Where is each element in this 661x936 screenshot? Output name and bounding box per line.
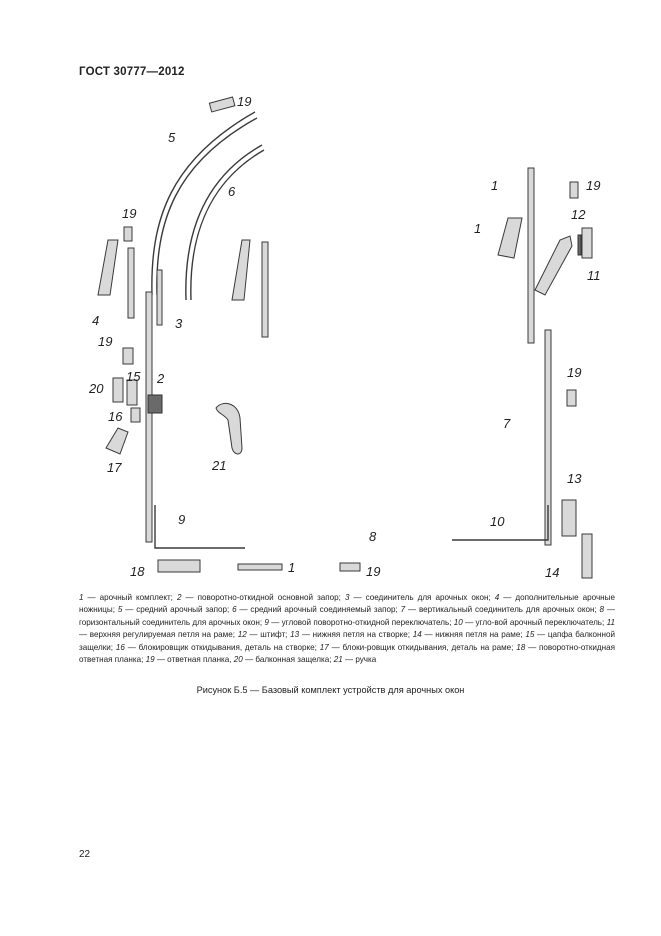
- part-17: [106, 428, 128, 454]
- part-21-handle: [216, 403, 242, 454]
- page-number: 22: [79, 849, 91, 860]
- legend-num: 10: [453, 617, 463, 627]
- legend-text: — блокировщик откидывания, деталь на створке;: [124, 642, 320, 652]
- label-4: 4: [92, 313, 100, 328]
- label-16: 16: [108, 409, 123, 424]
- legend-text: — блоки-ровщик откидывания, деталь на раме;: [328, 642, 517, 652]
- part-1-arch-kit: [498, 168, 572, 343]
- label-1-bottom: 1: [288, 560, 296, 575]
- label-2: 2: [157, 371, 165, 386]
- label-19-b: 19: [122, 206, 137, 221]
- part-12-pin: [578, 235, 581, 255]
- legend-text: — арочный комплект;: [83, 593, 177, 602]
- part-2-main-lock: [146, 292, 162, 542]
- label-9: 9: [178, 512, 186, 527]
- part-18: [158, 560, 200, 572]
- legend-num: 4: [494, 593, 500, 602]
- legend-text: — штифт;: [246, 630, 291, 640]
- label-1-left: 1: [474, 221, 482, 236]
- label-17: 17: [107, 460, 122, 475]
- legend-num: 17: [319, 642, 329, 652]
- legend-text: — цапфа балконной защелки;: [79, 630, 616, 652]
- label-18: 18: [130, 564, 145, 579]
- legend-num: 11: [606, 617, 615, 627]
- legend-text: — угловой поворотно-откидной переключатель;: [268, 617, 454, 627]
- part-3-connector: [157, 270, 162, 325]
- legend-num: 13: [290, 630, 300, 640]
- part-19-e: [340, 563, 360, 571]
- label-10: 10: [490, 514, 505, 529]
- label-19-top: 19: [237, 94, 252, 109]
- legend-num: 6: [232, 605, 237, 615]
- legend-text: — балконная защелка;: [242, 655, 334, 665]
- legend-num: 1: [79, 593, 84, 602]
- part-16: [131, 408, 140, 422]
- legend-text: — вертикальный соединитель для арочных окон;: [405, 605, 600, 615]
- part-19-b: [124, 227, 132, 241]
- label-19-c: 19: [98, 334, 113, 349]
- legend-text: — средний арочный соединяемый запор;: [236, 605, 401, 615]
- legend-text: — ручка: [342, 655, 377, 665]
- document-header: ГОСТ 30777—2012: [79, 66, 185, 78]
- legend-text: — верхняя регулируемая петля на раме;: [79, 630, 238, 640]
- legend-num: 21: [333, 655, 343, 665]
- label-3: 3: [175, 316, 183, 331]
- part-19-top: [209, 97, 235, 112]
- label-15: 15: [126, 369, 141, 384]
- legend-text: — нижняя петля на раме;: [421, 630, 526, 640]
- label-19-d: 19: [567, 365, 582, 380]
- legend-text: — горизонтальный соединитель для арочных окон;: [79, 605, 616, 627]
- label-7: 7: [503, 416, 511, 431]
- label-1-right: 1: [491, 178, 499, 193]
- legend-num: 9: [264, 617, 269, 627]
- label-20: 20: [89, 381, 104, 396]
- label-13: 13: [567, 471, 582, 486]
- legend-num: 16: [115, 642, 125, 652]
- part-19-r: [570, 182, 578, 198]
- legend-text: — средний арочный запор;: [122, 605, 233, 615]
- part-1-bottom: [238, 564, 282, 570]
- label-19-right: 19: [586, 178, 601, 193]
- legend-text: — ответная планка,: [154, 655, 234, 665]
- legend-num: 3: [344, 593, 350, 602]
- label-21: 21: [212, 458, 227, 473]
- legend-text: — поворотно-откидная ответная планка;: [79, 642, 615, 665]
- part-11-hinge: [582, 228, 592, 258]
- legend-num: 7: [400, 605, 406, 615]
- label-5: 5: [168, 130, 176, 145]
- legend-text: — дополнительные арочные ножницы;: [79, 593, 615, 615]
- legend-num: 5: [117, 605, 123, 615]
- label-8: 8: [369, 529, 377, 544]
- legend-text: — поворотно-откидной основной запор;: [181, 593, 345, 602]
- label-19-e: 19: [366, 564, 381, 579]
- legend-num: 18: [516, 642, 526, 652]
- legend-text: — соединитель для арочных окон;: [349, 593, 495, 602]
- legend-num: 19: [145, 655, 155, 665]
- part-6-arch-connect-lock: [186, 145, 264, 300]
- legend-num: 8: [599, 605, 605, 615]
- part-19-c: [123, 348, 133, 364]
- figure-caption: Рисунок Б.5 — Базовый комплект устройств для арочных окон: [196, 685, 465, 695]
- legend-num: 20: [233, 655, 243, 665]
- legend-num: 12: [237, 630, 247, 640]
- label-14: 14: [545, 565, 560, 580]
- legend-text: — нижняя петля на створке;: [299, 630, 413, 640]
- legend-num: 14: [412, 630, 422, 640]
- part-14-hinge: [582, 534, 592, 578]
- part-19-d: [567, 390, 576, 406]
- label-6: 6: [228, 184, 236, 199]
- part-13-hinge: [562, 500, 576, 536]
- label-12: 12: [571, 207, 586, 222]
- label-11: 11: [587, 268, 601, 283]
- figure-legend: [79, 592, 615, 666]
- legend-text: — угло-вой арочный переключатель;: [462, 617, 607, 627]
- part-4-scissors: [98, 240, 268, 337]
- legend-num: 2: [176, 593, 182, 602]
- part-20: [113, 378, 123, 402]
- legend-num: 15: [525, 630, 535, 640]
- part-9-corner-switch: [155, 505, 245, 548]
